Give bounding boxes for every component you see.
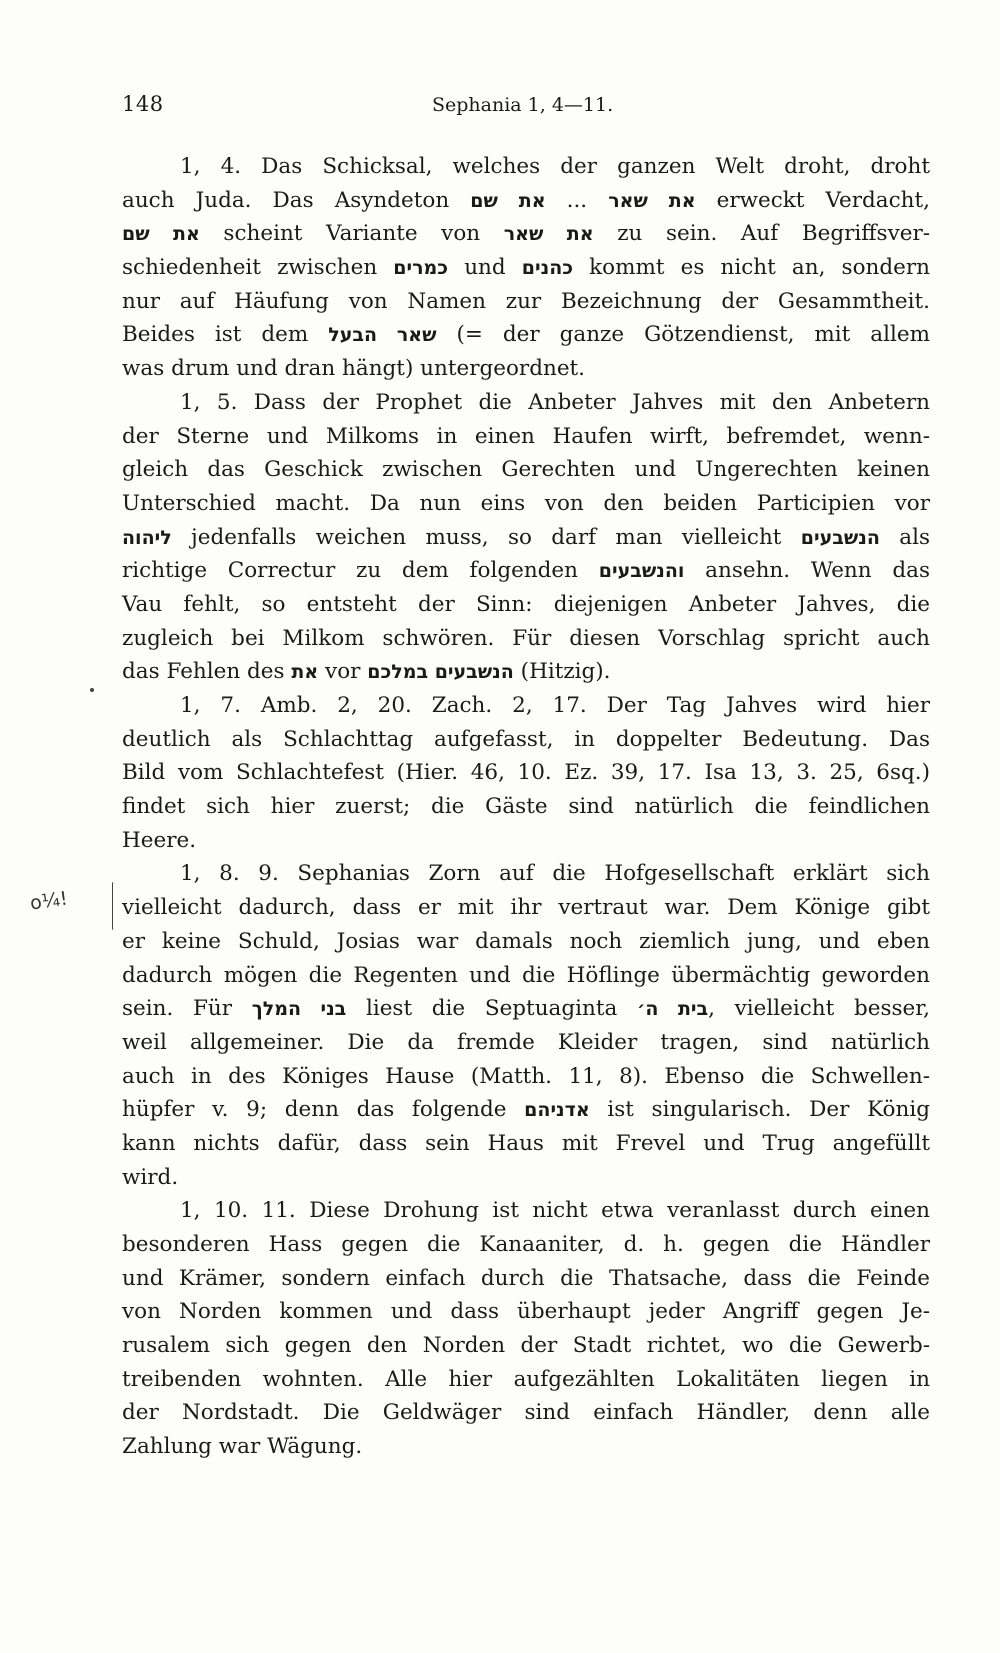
text-line: das Fehlen des את vor הנשבעים במלכם (Hitzig). — [122, 659, 611, 685]
text-line: der Nordstadt. Die Geldwäger sind einfach Händler, denn alle — [122, 1400, 930, 1426]
text-line: Beides ist dem שאר הבעל (= der ganze Götzendienst, mit allem — [122, 322, 930, 348]
text-line: Unterschied macht. Da nun eins von den beiden Participien vor — [122, 490, 930, 516]
text-line: auch Juda. Das Asyndeton את שם ... את שאר erweckt Verdacht, — [122, 187, 930, 213]
hebrew-word: כהנים — [521, 257, 574, 280]
hebrew-word: בני המלך — [251, 998, 347, 1021]
hebrew-word: את — [291, 661, 319, 684]
text-line: 1, 8. 9. Sephanias Zorn auf die Hofgesellschaft erklärt sich — [180, 861, 930, 887]
text-line: treibenden wohnten. Alle hier aufgezählten Lokalitäten liegen in — [122, 1366, 930, 1392]
text-line: Vau fehlt, so entsteht der Sinn: diejenigen Anbeter Jahves, die — [122, 591, 930, 617]
hebrew-word: ליהוה — [122, 526, 172, 549]
text-line: von Norden kommen und dass überhaupt jeder Angriff gegen Je- — [122, 1299, 930, 1325]
handwritten-margin-note: o¼! — [28, 887, 70, 915]
text-line: gleich das Geschick zwischen Gerechten und Ungerechten keinen — [122, 457, 930, 483]
text-line: 1, 4. Das Schicksal, welches der ganzen Welt droht, droht — [180, 154, 930, 179]
hebrew-word: את שם — [470, 189, 546, 212]
text-line: 1, 7. Amb. 2, 20. Zach. 2, 17. Der Tag Jahves wird hier — [180, 693, 930, 718]
text-line: deutlich als Schlachttag aufgefasst, in doppelter Bedeutung. Das — [122, 726, 930, 752]
text-line: findet sich hier zuerst; die Gäste sind natürlich die feindlichen — [122, 794, 930, 820]
text-line: besonderen Hass gegen die Kanaaniter, d. h. gegen die Händler — [122, 1232, 930, 1257]
hebrew-word: הנשבעים במלכם — [367, 661, 514, 684]
hebrew-word: את שאר — [608, 189, 696, 212]
text-line: Bild vom Schlachtefest (Hier. 46, 10. Ez. 39, 17. Isa 13, 3. 25, 6sq.) — [122, 760, 930, 786]
hebrew-word: בית ה׳ — [637, 998, 709, 1021]
hebrew-word: כמרים — [393, 257, 449, 280]
text-line: er keine Schuld, Josias war damals noch ziemlich jung, und eben — [122, 928, 930, 954]
margin-bracket-mark — [112, 882, 115, 930]
hebrew-word: את שאר — [503, 223, 594, 246]
hebrew-word: אדניהם — [524, 1099, 590, 1122]
page-header — [122, 92, 930, 124]
text-line: dadurch mögen die Regenten und die Höflinge übermächtig geworden — [122, 962, 930, 988]
hebrew-word: והנשבעים — [598, 560, 685, 583]
hebrew-word: שאר הבעל — [328, 324, 437, 347]
text-line: sein. Für בני המלך liest die Septuaginta בית ה׳, vielleicht besser, — [122, 996, 930, 1022]
text-line: zugleich bei Milkom schwören. Für diesen Vorschlag spricht auch — [122, 625, 930, 651]
text-line: auch in des Königes Hause (Matth. 11, 8). Ebenso die Schwellen- — [122, 1063, 930, 1089]
text-line: Heere. — [122, 827, 197, 853]
text-line: schiedenheit zwischen כמרים und כהנים kommt es nicht an, sondern — [122, 255, 930, 281]
text-line: ליהוה jedenfalls weichen muss, so darf man vielleicht הנשבעים als — [122, 524, 931, 550]
text-line: was drum und dran hängt) untergeordnet. — [122, 356, 586, 382]
running-title: Sephania 1, 4—11. — [432, 94, 614, 116]
text-line: und Krämer, sondern einfach durch die Thatsache, dass die Feinde — [122, 1265, 930, 1291]
text-line: nur auf Häufung von Namen zur Bezeichnung der Gesammtheit. — [122, 288, 930, 314]
text-line: weil allgemeiner. Die da fremde Kleider tragen, sind natürlich — [122, 1029, 930, 1055]
margin-dot-mark — [90, 688, 94, 692]
text-line: 1, 10. 11. Diese Drohung ist nicht etwa veranlasst durch einen — [180, 1198, 930, 1224]
hebrew-word: הנשבעים — [800, 526, 880, 549]
text-line: wird. — [122, 1164, 179, 1190]
text-line: kann nichts dafür, dass sein Haus mit Frevel und Trug angefüllt — [122, 1130, 930, 1156]
text-line: richtige Correctur zu dem folgenden והנשבעים ansehn. Wenn das — [122, 558, 930, 584]
text-line: rusalem sich gegen den Norden der Stadt richtet, wo die Gewerb- — [122, 1333, 930, 1359]
page-number: 148 — [122, 92, 164, 116]
text-line: hüpfer v. 9; denn das folgende אדניהם ist singularisch. Der König — [122, 1097, 930, 1123]
text-line: את שם scheint Variante von את שאר zu sein. Auf Begriffsver- — [122, 221, 930, 247]
body-text — [122, 150, 930, 1464]
text-line: Zahlung war Wägung. — [122, 1434, 363, 1460]
text-line: vielleicht dadurch, dass er mit ihr vertraut war. Dem Könige gibt — [122, 895, 930, 921]
text-line: der Sterne und Milkoms in einen Haufen wirft, befremdet, wenn- — [122, 423, 930, 449]
hebrew-word: את שם — [122, 223, 200, 246]
text-line: 1, 5. Dass der Prophet die Anbeter Jahves mit den Anbetern — [180, 389, 930, 415]
